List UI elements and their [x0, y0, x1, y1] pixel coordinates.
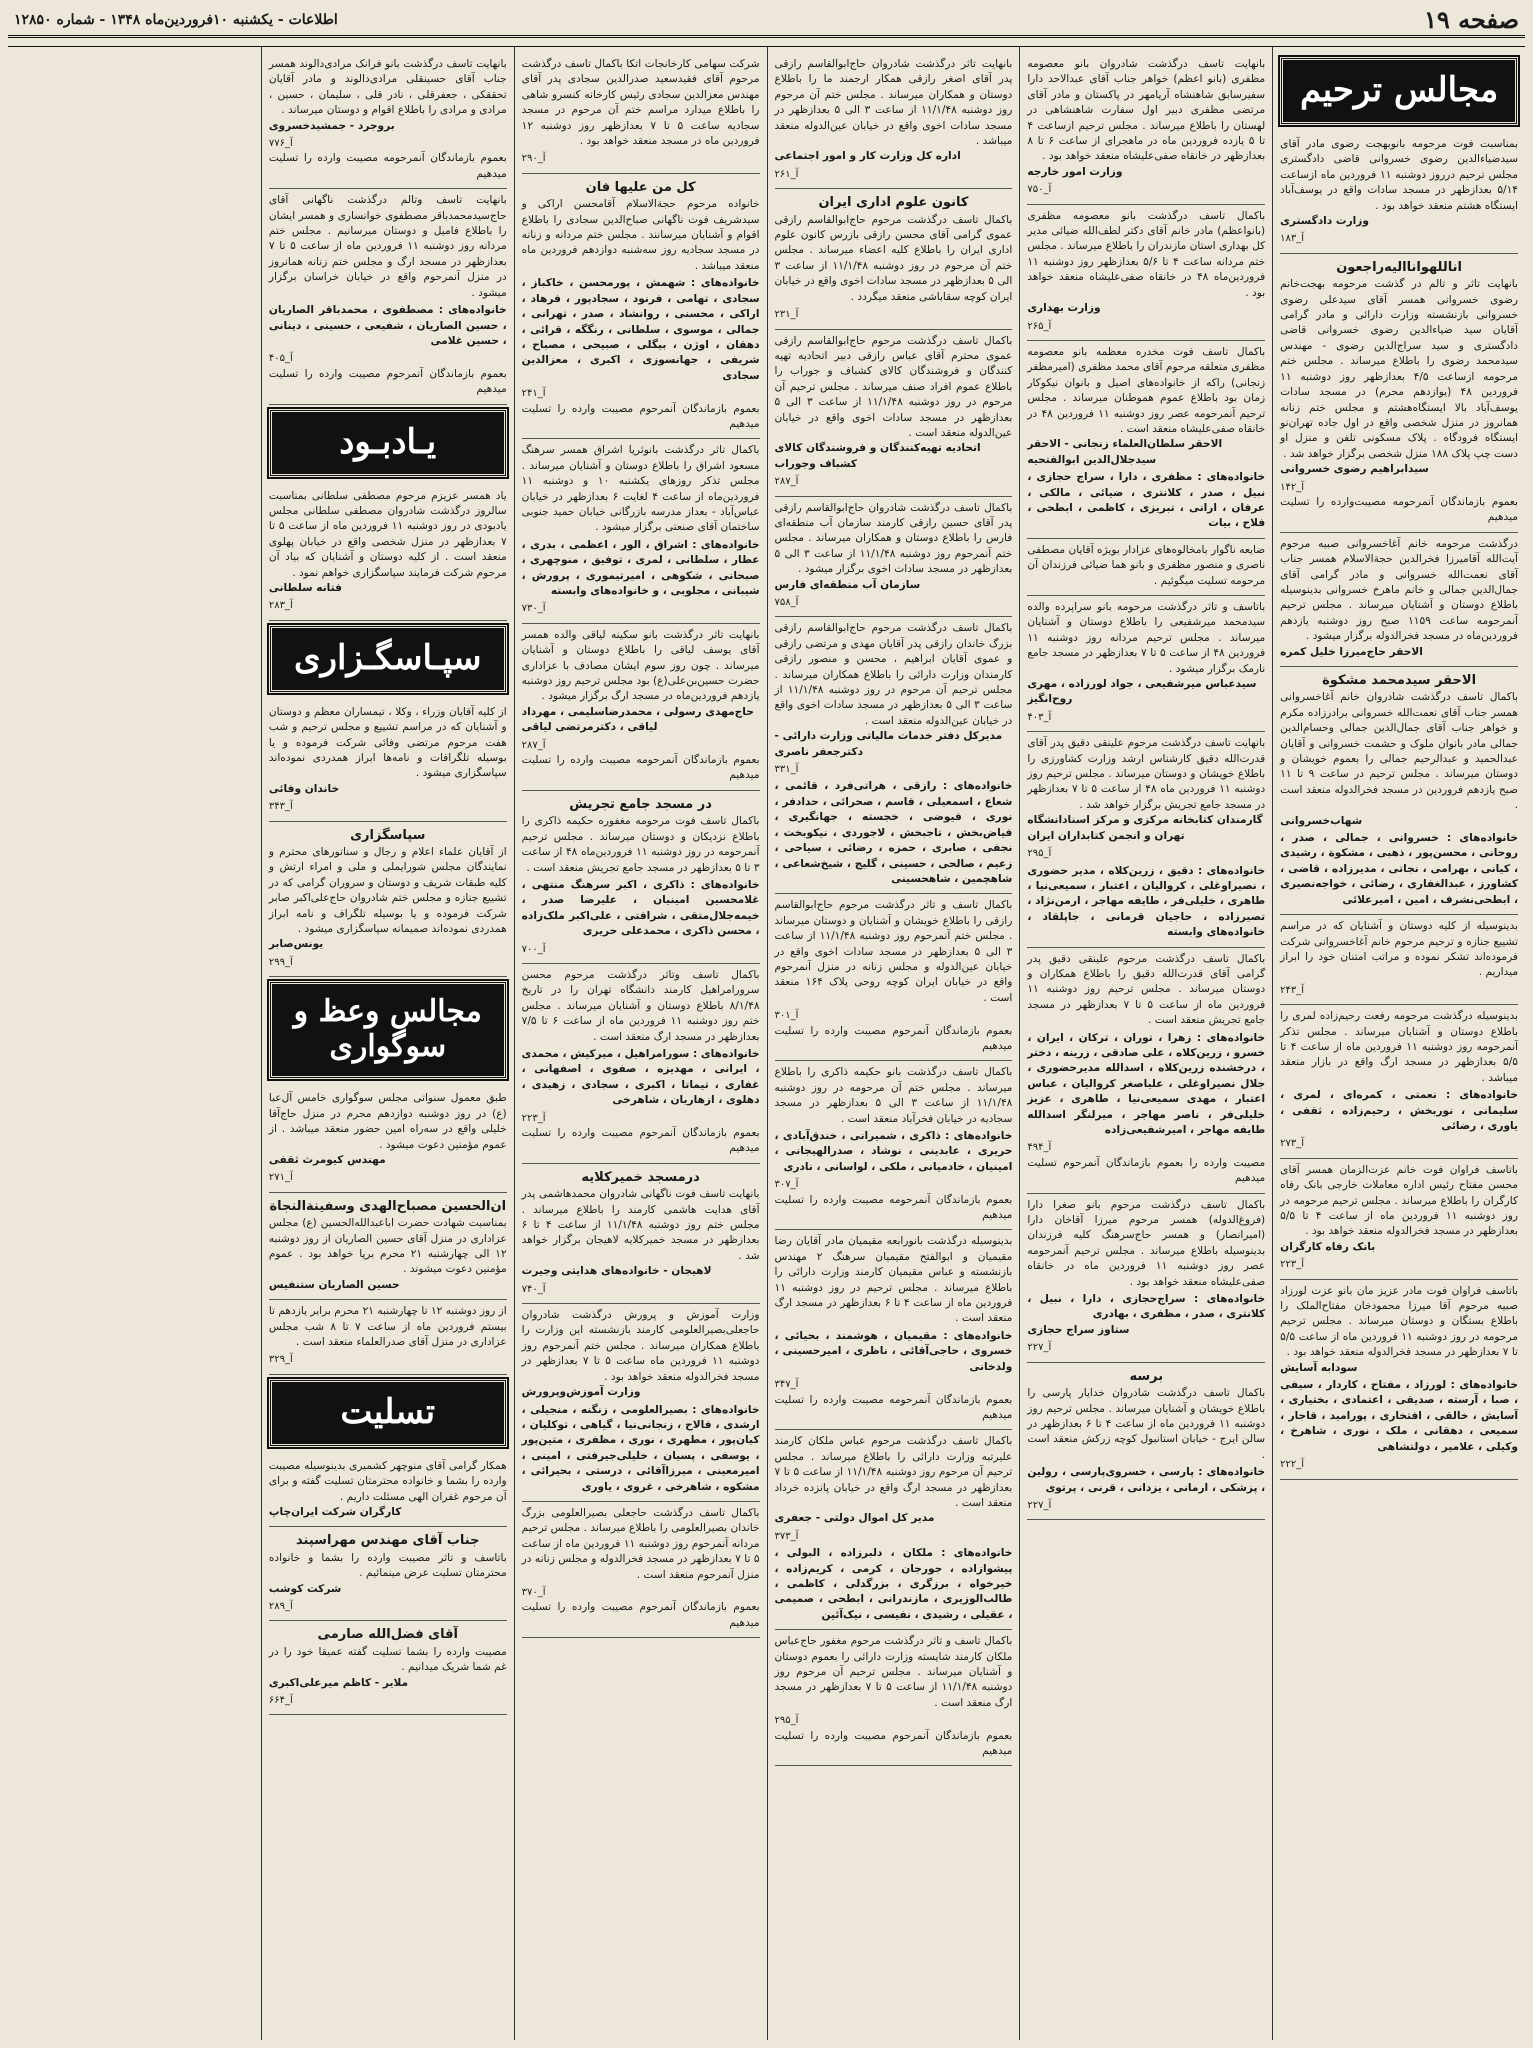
notice	[1280, 667, 1518, 915]
notice-heading: کل من علیها فان	[585, 179, 696, 195]
notice-families: خانواده‌های : پارسی ، خسروی‌پارسی ، رولین ، پزشکی ، ارمانی ، یزدانی ، قرنی ، پرتوی	[1027, 1466, 1266, 1494]
notice-heading: در مسجد جامع تجریش	[569, 796, 712, 812]
issue-info: اطلاعات - یکشنبه ۱۰فروردین‌ماه ۱۳۴۸ - شماره ۱۲۸۵۰	[14, 11, 338, 28]
notice	[775, 894, 1013, 1061]
notice-code: آ_۲۲۲	[1280, 1459, 1305, 1471]
notice-code: آ_۴۰۳	[1027, 711, 1052, 723]
notice	[522, 174, 760, 440]
notice-text: باکمال تاسف درگذشت مرحوم حاج‌ابوالقاسم رازقی عموی گرامی آقای محسن رازقی بازرس کانون علوم اداری ایران را باطلاع کلیه اعضاء میرساند . مجلس ختم آن مرحوم در روز دوشنبه ۱۱/۱/۴۸ از ساعت ۳ الی ۵ بعدازظهر در مسجد سادات اخوی واقع در خیابان ایران کوچه سقاباشی منعقد میگردد .	[774, 213, 1013, 303]
notice-code: آ_۱۴۲	[1280, 481, 1305, 493]
notice-code: آ_۳۰۷	[774, 1179, 799, 1191]
notice-families: خانواده‌های : خسروانی ، جمالی ، صدر ، روحانی ، محسن‌پور ، ذهبی ، مشکوة ، رشیدی ، کیانی ، بهرامی ، نجاتی ، مدیرزاده ، قاضی ، کشاورز ، عبدالغفاری ، رضائی ، خواجه‌نصیری ، ابطحی‌نشرف ، امین ، امیرعلائی	[1280, 832, 1518, 906]
notice	[1027, 539, 1265, 596]
notice-families: خانواده‌های : رازقی ، هراتی‌فرد ، قائمی ، شعاع ، اسمعیلی ، قاسم ، صحرائی ، حدادفر ، نوری ، فیوضی ، خجسته ، جهانگیری ، فیاض‌بخش ، تاجبخش ، لاجوردی ، نیکوبخت ، نجفی ، صابری ، حمزه ، رضائی ، سیاحی ، زعیم ، صالحی ، حسینی ، گلیج ، شیخ‌شعاعی ، شاهچمین ، شاهحسینی	[774, 780, 1013, 885]
notice-heading: درمسجد خمیرکلایه	[581, 1169, 700, 1185]
notice-text: وزارت آموزش و پرورش درگذشت شادروان حاجعلی‌بصیرالعلومی کارمند بازنشسته این وزارت را باطلاع همکاران میرساند . مجلس ختم آنمرحوم روز دوشنبه ۱۱ فروردین ماه ساعت ۵ تا ۷ بعدازظهر در مسجد فخرالدوله منعقد خواهد بود .	[521, 1309, 760, 1383]
notice-heading: ان‌الحسین مصباح‌الهدی وسفینةالنجاة	[269, 1198, 507, 1214]
column-3	[767, 47, 1020, 2040]
notice-signature: حاج‌مهدی رسولی ، محمدرضاسلیمی ، مهرداد لیاقی ، دکترمرتضی لیاقی	[521, 705, 754, 734]
notice-text: بانهایت تاسف درگذشت بانو فرانک مرادی‌دالوند همسر جناب آقای حسینقلی مرادی‌دالوند و مادر آقایان تحققکی ، جعفرقلی ، نادر قلی ، سلیمان ، حسین ، مرادی و مرادی را باطلاع اقوام و دوستان میرساند .	[268, 58, 507, 117]
banner-vaz: مجالس وعظ و سوگواری	[269, 981, 507, 1079]
notice-text: بانهایت تاسف درگذشت مرحوم علینقی دقیق پدر آقای قدرت‌الله دقیق کارشناس ارشد وزارت کشاورزی را باطلاع خویشان و دوستان میرساند . مجلس ترحیم روز دوشنبه ۱۱ فروردین ماه ۴۸ از ساعت ۵ تا ۷ بعدازظهر در مسجد جامع تجریش برگزار خواهد شد .	[1027, 737, 1266, 811]
banner-yadbud: یـادبـود	[269, 409, 507, 477]
notice-signature: بروجرد - جمشیدخسروی	[268, 119, 395, 132]
notice	[1027, 948, 1265, 1194]
notice	[522, 53, 760, 174]
notice-code: آ_۲۸۹	[268, 1601, 293, 1613]
notice	[1027, 1363, 1265, 1521]
notice-code: آ_۳۷۳	[774, 1530, 799, 1542]
notice-note: بعموم بازماندگان آنمرحومه مصیبت وارده را تسلیت میدهیم	[521, 754, 760, 782]
notice-signature: الاحقر حاج‌میرزا خلیل کمره	[1280, 645, 1423, 658]
notice-families: خانواده‌های : اشراق ، الور ، اعظمی ، بدری ، عطار ، سلطانی ، لمری ، توفیق ، منوچهری ، صبحانی ، شکوهی ، امیرتیموری ، پرورش ، شیبانی ، مجلوبی ، و خانواده‌های وابسته	[521, 538, 760, 597]
notice	[269, 485, 507, 621]
notice-text: بدینوسیله درگذشت بانورابعه مقیمیان مادر آقایان رضا مقیمیان و ابوالفتح مقیمیان سرهنگ ۲ مهندس بازنشسته و عباس مقیمیان کارمند وزارت دارائی را باطلاع میرساند . مجلس ترحیم در روز دوشنبه ۱۱ فروردین ماه از ساعت ۴ تا ۶ بعدازظهر در مسجد ارگ منعقد است .	[774, 1235, 1013, 1325]
banner-tarhim: مجالس ترحیم	[1280, 57, 1518, 125]
notice-signature: الاحقر سلطان‌العلماء زنجانی - الاحقر سیدجلال‌الدین ابوالفتحیه	[1027, 438, 1223, 466]
column-6	[8, 47, 261, 2040]
notice-code: آ_۳۲۹	[268, 1354, 293, 1366]
notice	[775, 1061, 1013, 1230]
notice	[1280, 1159, 1518, 1280]
notice-code: آ_۴۹۴	[1027, 1142, 1052, 1154]
notice-note: بعموم بازماندگان آنمرحوم مصیبت وارده را تسلیت میدهیم	[268, 367, 507, 396]
notice-text: خانواده مرحوم حجة‌الاسلام آقامحسن اراکی و سیدشریف فوت ناگهانی صباح‌الدین سجادی را باطلاع اقوام و آشنایان میرسانند . مجلس ختم مردانه و زنانه در مسجد سجادیه روز سه‌شنبه دوازدهم فروردین ماه منعقد میباشد .	[521, 198, 760, 272]
notice	[775, 1230, 1013, 1430]
notice-code: آ_۷۵۰	[1027, 184, 1052, 196]
notice	[269, 1527, 507, 1621]
notice-code: آ_۲۹۹	[268, 956, 293, 968]
notice-code: آ_۲۷۳	[1280, 1138, 1305, 1150]
notice-signature: فتانه سلطانی	[268, 581, 342, 594]
notice-code: آ_۲۲۳	[521, 1112, 546, 1124]
notice	[775, 617, 1013, 894]
notice-note: بعموم بازماندگان آنمرحوم مصیبت وارده را تسلیت میدهیم	[521, 1127, 760, 1155]
notice-signature: مدیر کل اموال دولتی - جعفری	[774, 1512, 935, 1525]
notice	[775, 330, 1013, 497]
notice-code: آ_۱۸۳	[1280, 233, 1305, 245]
notice-note: بعموم بازماندگان آنمرحوم مصیبت وارده را تسلیت میدهیم	[774, 1024, 1013, 1052]
notice-text: بانهایت تاسف فوت ناگهانی شادروان محمدهاشمی پدر آقای هدایت هاشمی کارمند را باطلاع میرساند . مجلس ختم روز دوشنبه ۱۱/۱/۴۸ از ساعت ۴ تا ۶ بعدازظهر در مسجد خمیرکلایه لاهیجان برگزار خواهد شد .	[521, 1188, 760, 1262]
notice	[775, 1430, 1013, 1630]
notice-code: آ_۷۷۶	[268, 138, 293, 150]
notice-text: باکمال تاثر درگذشت بانوثریا اشراق همسر سرهنگ مسعود اشراق را باطلاع دوستان و آشنایان میرساند . مجلس تذکر روزهای یکشنبه ۱۰ و دوشنبه ۱۱ فروردین‌ماه از ساعت ۴ لغایت ۶ بعدازظهر در خیابان عباس‌آباد - بعداز مدرسه بازرگانی خیابان حمید جنوبی ساختمان آقای صنعتی برگزار میشود .	[521, 444, 760, 534]
notice-code: آ_۲۹۵	[774, 1715, 799, 1727]
notice	[269, 189, 507, 404]
notice-signature: یونس‌صابر	[268, 938, 324, 951]
notice-text: باکمال تاسف درگذشت بانو معصومه مظفری (بانواعظم) مادر خانم آقای دکتر لطف‌الله ضیائی مدیر کل بهداری استان مازندران را باطلاع میرساند . مجلس ختم مردانه ساعت ۴ تا ۵/۶ بعدازظهر روز دوشنبه ۱۱ فروردین‌ماه ۴۸ در خانقاه صفی‌علیشاه منعقد خواهد بود .	[1027, 209, 1266, 299]
notice-heading: برسه	[1129, 1368, 1164, 1384]
notice	[269, 1193, 507, 1300]
notice-text: باکمال تاسف و تاثر درگذشت مرحوم مغفور حاج‌عباس ملکان کارمند شایسته وزارت دارائی را بعموم دوستان و آشنایان میرساند . مجلس ترحیم آن مرحوم روز دوشنبه ۱۱/۱/۴۸ از ساعت ۵ تا ۷ بعدازظهر در مسجد ارگ منعقد است .	[774, 1635, 1013, 1709]
notice-families: خانواده‌های : ذاکری ، شمیرانی ، خندق‌آبادی ، حریری ، عابدینی ، نوشاد ، صدرالهیجانی ، امینیان ، خادمیانی ، ملکی ، لواسانی ، نادری	[774, 1130, 1013, 1173]
notice	[1280, 1280, 1518, 1480]
notice	[775, 1630, 1013, 1766]
notice	[269, 1087, 507, 1192]
notice-text: باکمال تاسف درگذشت مرحوم حاج‌ابوالقاسم رازقی عموی محترم آقای عباس رازقی دبیر اتحادیه تهیه کنندگان و فروشندگان کالای کشباف و جوراب را باطلاع عموم افراد صنف میرساند . مجلس ترحیم آن مرحوم در روز دوشنبه ۱۱/۱/۴۸ از ساعت ۳ الی ۵ بعدازظهر در مسجد سادات اخوی واقع در خیابان عین‌الدوله منعقد است .	[774, 334, 1013, 439]
notice-signature: شرکت کوشب	[268, 1582, 342, 1595]
notice-note: بعموم بازماندگان آنمرحوم مصیبت وارده را تسلیت میدهیم	[774, 1729, 1013, 1758]
notice-heading: اناللهوانااليه‌راجعون	[1336, 259, 1462, 275]
notice	[269, 1455, 507, 1528]
notice	[775, 497, 1013, 618]
notice-text: بمناسبت شهادت حضرت اباعبدالله‌الحسین (ع) مجلس عزاداری در منزل آقای حسین الصاریان از روز دوشنبه ۱۲ الی چهارشنبه ۲۱ محرم برپا خواهد بود . عموم مؤمنین دعوت میشوند .	[268, 1217, 507, 1276]
notice-note: بعموم بازماندگان آنمرحومه مصیبت وارده را تسلیت میدهیم	[774, 1393, 1013, 1421]
column-2	[1019, 47, 1272, 2040]
notice-text: بانهایت تاثر درگذشت شادروان حاج‌ابوالقاسم رازقی پدر آقای اصغر رازقی همکار ارجمند ما را باطلاع دوستان و همکاران میرساند . مجلس ختم آن مرحوم روز دوشنبه ۱۱/۱/۴۸ از ساعت ۳ الی ۵ بعدازظهر در مسجد سادات اخوی واقع در خیابان عین‌الدوله منعقد میباشد .	[774, 58, 1013, 148]
notice	[1280, 915, 1518, 1005]
column-1	[1272, 47, 1525, 2040]
notice-families: خانواده‌های : نعمتی ، کمره‌ای ، لمری ، سلیمانی ، نوربخش ، رحیم‌زاده ، ثقفی ، یاوری ، رضائی	[1280, 1089, 1518, 1132]
notice-text: باکمال تاسف درگذشت مرحوم حاج‌ابوالقاسم رازقی بزرگ خاندان رازقی پدر آقایان مهدی و مرتضی رازقی و عموی آقایان ابراهیم ، محسن و منصور رازقی کارمندان وزارت دارائی را باطلاع همکاران میرساند . مجلس ترحیم آن مرحوم در روز دوشنبه ۱۱/۱/۴۸ از ساعت ۳ الی ۵ بعدازظهر در مسجد سادات اخوی واقع در خیابان عین‌الدوله منعقد است .	[774, 622, 1013, 727]
notice	[1027, 596, 1265, 732]
notice-families: خانواده‌های : شهمش ، پورمحسن ، خاکباز ، سجادی ، تهامی ، فرنود ، سجادپور ، فرهاد ، اراکی ، محسنی ، روانشاد ، صدر ، تهرانی ، جمالی ، موسوی ، سلطانی ، رنگگه ، قرائی ، دهقان ، اوژن ، بیگلی ، صبیحی ، مصباح ، شریفی ، جهانسوزی ، اکبری ، معزالدین سجادی	[521, 277, 760, 382]
notice	[522, 791, 760, 964]
notice	[775, 189, 1013, 329]
notice	[1280, 254, 1518, 533]
notice-signature: بانک رفاه کارگران	[1280, 1240, 1376, 1253]
notice-signature: مهندس کیومرث ثقفی	[268, 1153, 386, 1166]
notice-families: خانواده‌های : لورزاد ، مفتاح ، کاردار ، سیفی ، صبا ، آرسته ، صدیقی ، اعتمادی ، بختیاری ، آسایش ، خالقی ، افتخاری ، پورامید ، قاجار ، سمیعی ، دهقانی ، ملک ، نوری ، شاهرخ ، وکیلی ، علامیر ، دولتشاهی	[1280, 1379, 1518, 1453]
notice-code: آ_۷۳۰	[521, 603, 546, 615]
notice-text: باکمال تاسف درگذشت شادروان حاج‌ابوالقاسم رازقی پدر آقای حسین رازقی کارمند سازمان آب منطقه‌ای فارس را باطلاع دوستان و همکاران میرساند . مجلس ختم آنمرحوم روز دوشنبه ۱۱/۱/۴۸ از ساعت ۳ الی ۵ بعدازظهر در مسجد سادات اخوی برگزار میشود .	[774, 501, 1013, 576]
notice-families: خانواده‌های : سراج‌حجازی ، دارا ، نبیل ، کلانتری ، صدر ، مظفری ، بهادری	[1027, 1293, 1266, 1321]
notice-text: باکمال تاسف درگذشت مرحوم علینقی دقیق پدر گرامی آقای قدرت‌الله دقیق را باطلاع همکاران و دوستان میرساند . مجلس ترحیم روز دوشنبه ۱۱ فروردین ماه از ساعت ۵ تا ۷ بعدازظهر در مسجد جامع تجریش منعقد است .	[1027, 952, 1266, 1027]
notice-families: خانواده‌های : سورامراهیل ، میرکیش ، محمدی ، ایرانی ، مهدیزه ، صفوی ، اصفهانی ، غفاری ، تیماتا ، اکبری ، سجادی ، زهیدی ، دهلوی ، ازهاریان ، شاهرخی	[521, 1047, 760, 1107]
notice-code: آ_۳۴۳	[268, 801, 293, 813]
notice	[522, 624, 760, 791]
notice-note: بعموم بازماندگان آنمرحومه مصیبت وارده را تسلیت میدهیم	[268, 152, 507, 180]
notice-text: همکار گرامی آقای منوچهر کشمیری بدینوسیله مصیبت وارده را بشما و خانواده محترمتان تسلیت گفته و برای آن مرحوم غفران الهی مسئلت داریم .	[268, 1459, 507, 1503]
notice	[269, 1621, 507, 1715]
notice-code: آ_۲۸۷	[521, 739, 546, 751]
notice	[269, 701, 507, 822]
notice	[269, 1300, 507, 1375]
notice-code: آ_۲۹۵	[1027, 848, 1052, 860]
notice-families: خانواده‌های : بصیرالعلومی ، زنگنه ، منجیلی ، ارشدی ، فالاح ، زنجانی‌نیا ، گیاهی ، توکلیان ، کیان‌پور ، مطهری ، نوری ، مظفری ، متین‌پور ، یوسفی ، پسیان ، خلیلی‌جیرفتی ، امینی ، امیرمعینی ، میرزاآقائی ، درستی ، بحیرائی ، مشکوه ، شاهرخی ، غروی ، یاوری	[521, 1403, 760, 1493]
notice-note: مصیبت وارده را بعموم بازماندگان آنمرحوم تسلیت میدهیم	[1027, 1156, 1266, 1185]
notice-text: شرکت سهامی کارخانجات اتکا باکمال تاسف درگذشت مرحوم آقای فقیدسعید صدرالدین سجادی پدر آقای مهندس معزالدین سجادی رئیس کارخانه کنسرو شاهی را باطلاع میدارد مراسم ختم آن مرحوم در مسجد سجادیه ساعت ۵ تا ۷ بعدازظهر روز دوشنبه ۱۲ فروردین ماه در مسجد منعقد خواهد بود .	[521, 58, 760, 148]
notice-signature: شهاب‌خسروانی	[1280, 814, 1363, 827]
notice-code: آ_۶۶۴	[268, 1695, 293, 1707]
notice	[522, 964, 760, 1164]
notice-code: آ_۲۷۱	[268, 1172, 293, 1184]
notice	[1027, 1194, 1265, 1363]
columns	[8, 46, 1525, 2040]
notice-text: بانهایت تاسف وتالم درگذشت ناگهانی آقای حاج‌سیدمحمدباقر مصطفوی خوانساری و همسر ایشان را باطلاع فامیل و دوستان میرسانیم . مجلس ختم مردانه روز دوشنبه ۱۱ فروردین ماه از ساعت ۵ تا ۷ بعدازظهر در مسجد ارگ و مجلس ختم زنانه همانروز در منزل آنمرحوم واقع در خیابان خراسان برگزار میشود .	[268, 194, 507, 299]
notice-text: باکمال تاسف درگذشت شادروان خانم آغاخسروانی همسر جناب آقای نعمت‌الله خسروانی برادرزاده مکرم و خواهر جناب آقای جمال‌الدین جمالی وحسام‌الدین جمالی مادر بانوان ملوک و حشمت خسروانی و آقایان عبدالحمید و عبدالرحیم جمالی را بعموم خویشان و دوستان میرساند . مجلس ترحیم در ساعت ۹ تا ۱۱ صبح یازدهم فروردین در مسجد فخرالدوله منعقد است .	[1280, 691, 1518, 812]
banner-sepasgozari: سپـاسگـزاری	[269, 625, 507, 693]
notice-signature: وزارت دادگستری	[1280, 215, 1369, 228]
notice-text: باکمال تاسف درگذشت بانو حکیمه ذاکری را باطلاع میرساند . مجلس ختم آن مرحومه در روز دوشنبه ۱۱/۱/۴۸ از ساعت ۳ الی ۵ بعدازظهر در مسجد سجادیه در خیابان فخرآباد منعقد است .	[774, 1066, 1013, 1125]
notice-families: خانواده‌های : زهرا ، توران ، ترکان ، ایران ، خسرو ، زرین‌کلاه ، علی صادقی ، زرینه ، دختر ، درخشنده زرین‌کلاه ، اسدالله مدیرحضوری ، جلال نصیراوغلی ، علیاصغر کروالیان ، عباس اعتبار ، مهدی سمیعی‌نیا ، طاهری ، عزیز خلیلی‌فر ، ناصر مهاجر ، میرلنگر اسدالله طایفه مهاجر ، امیرشفیعی‌زاده	[1027, 1031, 1266, 1136]
notice-families: خانواده‌های : مصطفوی ، محمدباقر الصاریان ، حسین الصاریان ، شفیعی ، حسینی ، دینانی ، حسین غلامی	[268, 304, 507, 347]
notice-text: مصیبت وارده را بشما تسلیت گفته عمیقا خود را در غم شما شریک میدانیم .	[268, 1645, 507, 1674]
notice	[522, 1164, 760, 1304]
notice-text: باتاسف و تاثر درگذشت مرحومه بانو سراپرده والده سیدمحمد میرشفیعی را باطلاع دوستان و آشنایان میرساند . مجلس ترحیم مردانه روز دوشنبه ۱۱ فروردین ۴۸ از ساعت ۵ تا ۷ بعدازظهر در مسجد جامع نارمک برگزار میشود .	[1027, 601, 1266, 675]
notice-text: درگذشت مرحومه خانم آغاخسروانی صبیه مرحوم آیت‌الله آقامیرزا فخرالدین حجة‌الاسلام همسر جناب آقای نعمت‌الله خسروانی و مادر گرامی آقای جمال‌الدین جمالی و خانم ماهرخ خسروانی بدینوسیله باطلاع دوستان و آشنایان میرساند . مجلس ترحیم آنمرحومه ساعت ۱۱۵۹ صبح روز دوشنبه یازدهم فروردین‌ماه در مسجد فخرالدوله برگزار میشود .	[1280, 537, 1518, 643]
notice-code: آ_۷۰۰	[521, 943, 546, 955]
notice-signature: مدیرکل دفتر خدمات مالیاتی وزارت دارائی - دکترجعفر ناصری	[774, 730, 1003, 758]
notice-text: باکمال تاسف درگذشت مرحوم بانو صغرا دارا (فروغ‌الدوله) همسر مرحوم میرزا آقاخان دارا (امیرانصار) و همسر حاج‌سرهنگ کلیه فرزندان بدینوسیله باطلاع میرساند . مجلس ترحیم آنمرحومه عصر روز دوشنبه ۱۱ فروردین ماه در خانقاه صفی‌علیشاه منعقد خواهد بود .	[1027, 1198, 1266, 1288]
page-number: صفحه ۱۹	[1423, 5, 1519, 34]
notice-code: آ_۲۲۷	[1027, 1499, 1052, 1511]
page-header	[8, 4, 1525, 38]
notice-signature: کارگران شرکت ایران‌چاپ	[268, 1506, 402, 1518]
notice	[1280, 133, 1518, 254]
notice-signature: خاندان وفائی	[268, 782, 340, 795]
notice-code: آ_۲۲۷	[1027, 1342, 1052, 1354]
notice-code: آ_۷۵۸	[774, 597, 799, 608]
notice	[1280, 1005, 1518, 1159]
notice	[1027, 205, 1265, 341]
notice-text: باکمال تاسف و تاثر درگذشت مرحوم حاج‌ابوالقاسم رازقی را باطلاع خویشان و آشنایان و دوستان میرساند . مجلس ختم آنمرحوم روز دوشنبه ۱۱/۱/۴۸ از ساعت ۳ الی ۵ بعدازظهر در مسجد سادات اخوی واقع در خیابان عین‌الدوله و مجلس زنانه در منزل آنمرحوم واقع در خیابان ایران کوچه روحی پلاک ۱۶۴ منعقد است .	[774, 899, 1013, 1004]
column-4	[514, 47, 767, 2040]
notice-code: آ_۲۲۳	[1280, 1259, 1305, 1271]
notice-families: خانواده‌های : مظفری ، دارا ، سراج حجازی ، نبیل ، صدر ، کلانتری ، ضیائی ، مالکی ، عرفان ، ارانی ، تبریزی ، کاظمی ، ابطحی ، فلاح ، بیات	[1027, 471, 1266, 530]
notice-code: آ_۳۴۷	[774, 1379, 799, 1391]
notice-text: یاد همسر عزیزم مرحوم مصطفی سلطانی بمناسبت سالروز درگذشت شادروان مصطفی سلطانی مجلس یادبودی در روز دوشنبه ۱۱ فروردین ماه از ساعت ۵ تا ۷ بعدازظهر در منزل شخصی واقع در خیابان پهلوی منعقد است . از کلیه دوستان و آشنایان که بیاد آن مرحوم شرکت فرمایند سپاسگزاری خواهم نمود .	[268, 489, 507, 579]
notice-families: خانواده‌های : ذاکری ، اکبر سرهنگ منتهی ، غلامحسین امینیان ، علیرضا صدر ، خیمه‌جلال‌متقی ، شرافتی ، علی‌اکبر ملک‌زاده ، محسن ذاکری ، محمدعلی حریری	[521, 878, 760, 938]
notice-text: طبق معمول سنواتی مجلس سوگواری خامس آل‌عبا (ع) در روز دوشنبه دوازدهم محرم در منزل حاج‌آقا خلیلی واقع در سه‌راه امین حضور منعقد میباشد . از عموم مؤمنین دعوت میشود .	[268, 1092, 507, 1151]
notice-code: آ_۲۳۱	[774, 309, 799, 321]
notice-text: بدینوسیله درگذشت مرحومه رفعت رحیم‌زاده لمری را باطلاع دوستان و آشنایان میرساند . مجلس تذکر آنمرحومه روز دوشنبه ۱۱ فروردین ماه از ساعت ۴ تا ۵/۵ بعدازظهر در مسجد ارگ واقع در بازار منعقد میباشد .	[1280, 1010, 1518, 1084]
notice-code: آ_۴۰۵	[268, 353, 293, 365]
notice-signature: سودابه آسایش	[1280, 1361, 1358, 1374]
notice-signature: ستاوز سراج حجازی	[1027, 1323, 1130, 1336]
notice	[522, 1502, 760, 1638]
notice-note: بعموم بازماندگان آنمرحومه مصیبت وارده را تسلیت میدهیم	[774, 1193, 1013, 1222]
notice-signature: وزارت امور خارجه	[1027, 165, 1123, 178]
notice	[775, 53, 1013, 189]
notice-note: بعموم بازماندگان آنمرحومه مصیبت‌وارده را تسلیت میدهیم	[1280, 495, 1518, 524]
notice-signature: سیدابراهیم رضوی خسروانی	[1280, 463, 1429, 476]
notice-heading: سپاسگزاری	[350, 827, 426, 843]
notice-signature: اتحادیه تهیه‌کنندگان و فروشندگان کالای کشباف وجوراب	[774, 442, 981, 470]
notice-code: آ_۳۳۱	[774, 764, 799, 776]
notice-families: خانواده‌های : ملکان ، دلبرزاده ، البولی ، پیشوازاده ، جورجان ، کرمی ، کریم‌زاده ، خیرخواه ، برزگری ، بزرگدلی ، کاظمی ، طالب‌الوزیری ، مازندرانی ، ابطحی ، صمیمی ، عقیلی ، رشیدی ، نفیسی ، نیک‌آئین	[774, 1547, 1013, 1621]
column-5	[261, 47, 514, 2040]
notice-text: از کلیه آقایان وزراء ، وکلا ، تیمساران معظم و دوستان و آشنایان که در مراسم تشییع و مجلس ترحیم و شب هفت مرحوم مرتضی وفائی شرکت فرموده و یا بوسیله تلگرافات و نامه‌ها ابراز همدردی نموده‌اند سپاسگزاری میشود .	[268, 705, 507, 780]
notice-signature: سیدعباس میرشفیعی ، جواد لورزاده ، مهری روح‌انگیز	[1027, 678, 1257, 706]
notice	[522, 1304, 760, 1502]
notice-text: بانهایت تاثر و تالم در گذشت مرحومه بهجت‌خانم رضوی خسروانی همسر آقای سیدعلی رضوی خسروانی بازنشسته وزارت دارائی و مادر گرامی آقایان سید ضیاءالدین رضوی خسروانی قاضی دادگستری و سید سراج‌الدین رضوی - مهندس سیدمحمد رضوی را باطلاع میرساند . مجلس ختم مرحومه ازساعت ۴/۵ بعدازظهر روز دوشنبه ۱۱ فروردین ۴۸ (یوازدهم محرم) در مسجد سادات یوسف‌آباد بالا ایستگاه‌هشتم و مجلس ختم زنانه همانروز در منزل شخصی واقع در اول جاده تهران‌نو ایستگاه فرودگاه . پلاک مسکونی تلفن و منزل او دست چپ پلاک ۱۸۸ منزل شخصی برگزار خواهد شد .	[1280, 278, 1519, 460]
notice-code: آ_۲۴۳	[1280, 984, 1305, 996]
notice-signature: اداره کل وزارت کار و امور اجتماعی	[774, 150, 961, 163]
notice-signature: سازمان آب منطقه‌ای فارس	[774, 578, 921, 591]
notice-text: بانهایت تاسف درگذشت شادروان بانو معصومه مظفری (بانو اعظم) خواهر جناب آقای عبدالاحد دارا سفیرسابق شاهنشاه آریامهر در پاکستان و مادر آقای مرتضی مظفری دبیر اول سفارت شاهنشاهی در لهستان را باطلاع میرساند . مجلس ترحیم ازساعت ۴ تا ۵ یازده فروردین ماه در ماهجرای از ساعت ۶ تا ۸ بعدازظهر در خانقاه صفی‌علیشاه منعقد خواهد بود .	[1027, 58, 1266, 163]
notice-text: باکمال تاسف فوت مخدره معظمه بانو معصومه مظفری متعلقه مرحوم آقای محمد مظفری (امیرمظفر زنجانی) راکه از خانواده‌های اصیل و بانوان نیکوکار زمان بود باطلاع عموم هموطنان میرساند . مجلس ترحیم آنمرحومه عصر روز دوشنبه ۱۱ فروردین ۴۸ در خانقاه صفی‌علیشاه منعقد است .	[1027, 345, 1266, 435]
notice-code: آ_۲۸۷	[774, 476, 799, 488]
notice-note: بعموم بازماندگان آنمرحوم مصیبت وارده را تسلیت میدهیم	[521, 1601, 760, 1629]
notice-code: آ_۲۸۳	[268, 600, 293, 612]
notice-signature: لاهیجان - خانواده‌های هدایتی وجیرت	[521, 1265, 712, 1278]
notice-signature: وزارت بهداری	[1027, 302, 1101, 315]
notice-text: باتاسف و تاثر مصیبت وارده را بشما و خانواده محترمتان تسلیت عرض مینمائیم .	[268, 1551, 507, 1580]
notice-text: باتاسف فراوان فوت خانم عزت‌الزمان همسر آقای محسن مفتاح رئیس اداره معاملات خارجی بانک رفاه کارگران را باطلاع میرساند . مجلس ترحیم مرحومه در روز دوشنبه ۱۱ فروردین ماه از ساعت ۴ تا ۵/۵ بعدازظهر در مسجد فخرالدوله منعقد خواهد بود .	[1280, 1163, 1518, 1238]
notice-heading: جناب آقای مهندس مهراسپند	[296, 1533, 480, 1549]
notice-text: باکمال تاسف فوت مرحومه مغفوره حکیمه ذاکری را باطلاع نزدیکان و دوستان میرساند . مجلس ترحیم آنمرحومه در روز دوشنبه ۱۱ فروردین‌ماه ۴۸ از ساعت ۳ تا ۵ بعدازظهر در مسجد جامع تجریش منعقد است .	[521, 815, 760, 874]
notice-code: آ_۲۹۰	[521, 153, 546, 165]
notice-code: آ_۲۶۵	[1027, 320, 1052, 332]
notice-text: باکمال تاسف درگذشت شادروان خدایار پارسی را باطلاع خویشان و آشنایان میرساند . مجلس ترحیم روز دوشنبه ۱۱ فروردین ماه از ساعت ۴ تا ۶ بعدازظهر در سالن ایرج - خیابان استانبول کوچه زرکش منعقد است .	[1027, 1387, 1266, 1461]
notice-text: باکمال تاسف وتاثر درگذشت مرحوم محسن سرورامراهیل کارمند دانشگاه تهران را در تاریخ ۸/۱/۴۸ باطلاع دوستان و آشنایان میرساند . مجلس ختم روز دوشنبه ۱۱ فروردین ماه از ساعت ۶ تا ۷/۵ بعدازظهر در مسجد ارگ منعقد است .	[521, 968, 760, 1043]
notice-code: آ_۲۴۱	[521, 388, 546, 400]
notice	[269, 53, 507, 189]
notice	[269, 822, 507, 978]
banner-taslit: تسلیت	[269, 1379, 507, 1447]
notice-code: آ_۲۶۱	[774, 168, 799, 180]
notice-text: بدینوسیله از کلیه دوستان و آشنایان که در مراسم تشییع جنازه و ترحیم مرحوم خانم آغاخسروانی شرکت فرموده‌اند تشکر نموده و مراتب امتنان خود را ابراز میداریم .	[1280, 920, 1518, 979]
notice-text: باتاسف فراوان فوت مادر عزیز مان بانو عزت لورزاد صبیه مرحوم آقا میرزا محمودخان مفتاح‌الملک را باطلاع بستگان و دوستان میرساند . مجلس ترحیم مرحومه در روز دوشنبه ۱۱ فروردین ماه از ساعت ۵/۵ تا ۷ بعدازظهر در مسجد فخرالدوله منعقد خواهد بود .	[1280, 1284, 1518, 1359]
notice	[1027, 53, 1265, 205]
notice-heading: الاحقر سیدمحمد مشکوة	[1322, 673, 1477, 688]
notice-families: خانواده‌های : دقیق ، زرین‌کلاه ، مدیر حضوری ، نصیراوغلی ، کروالیان ، اعتبار ، سمیعی‌نیا ، طاهری ، خلیلی‌فر ، طایفه مهاجر ، ارمن‌نژاد ، تصیرزاده ، حاجیان قرمانی ، جاپلقاد ، خانواده‌های وابسته	[1027, 864, 1266, 939]
notice	[1027, 341, 1265, 539]
notice-heading: کانون علوم اداری ایران	[818, 195, 969, 211]
notice-signature: گارمندان کتابخانه مرکزی و مرکز اسنادانشگاه تهران و انجمن کتابداران ایران	[1027, 814, 1263, 842]
notice-text: باکمال تاسف درگذشت حاجعلی بصیرالعلومی بزرگ خاندان بصیرالعلومی را باطلاع میرساند . مجلس ترحیم مردانه آنمرحوم روز دوشنبه ۱۱ فروردین ماه از ساعت ۵ تا ۷ بعدازظهر در مسجد فخرالدوله و مجلس زنانه در منزل آنمرحوم منعقد است .	[521, 1506, 760, 1581]
notice-text: باکمال تاسف درگذشت مرحوم عباس ملکان کارمند علیرتبه وزارت دارائی را باطلاع میرساند . مجلس ترحیم آن مرحوم روز دوشنبه ۱۱/۱/۴۸ از ساعت ۵ تا ۷ بعدازظهر در مسجد ارگ واقع در خیابان پانزده خرداد منعقد است .	[774, 1435, 1013, 1509]
notice-text: از آقایان علماء اعلام و رجال و سناتورهای محترم و نمایندگان مجلس شورایملی و ملی و امراء ارتش و کلیه طبقات شریف و دوستان و سروران گرامی که در تشییع جنازه و مجلس ختم شادروان حاج‌علی‌اکبر صابر شرکت فرموده و یا بوسیله تلگراف و نامه ابراز همدردی نموده‌اند صمیمانه سپاسگزاری میشود .	[268, 846, 507, 936]
notice-families: خانواده‌های : مقیمیان ، هوشمند ، بحیائی ، خسروی ، حاجی‌آقائی ، ناظری ، امیرحسینی ، ولدخانی	[774, 1329, 1013, 1373]
notice-heading: آقای فضل‌الله صارمی	[317, 1627, 458, 1643]
notice-text: بانهایت تاثر درگذشت بانو سکینه لیاقی والده همسر آقای یوسف لیاقی را باطلاع دوستان و آشنایان میرساند . چون روز سوم ایشان مصادف با عزاداری حضرت حسین‌بن‌علی(ع) بود مجلس ترحیم روز دوشنبه یازدهم فروردین‌ماه در مسجد ارگ برگزار میشود .	[521, 628, 760, 703]
notice-code: آ_۷۴۰	[521, 1283, 546, 1295]
notice-code: آ_۳۷۰	[521, 1586, 546, 1598]
notice-text: از روز دوشنبه ۱۲ تا چهارشنبه ۲۱ محرم برابر یازدهم تا بیستم فروردین ماه از ساعت ۷ تا ۸ شب مجلس عزاداری در منزل آقای صدرالعلماء منعقد است .	[268, 1305, 507, 1348]
notice-text: ضایعه ناگوار بامخالوه‌های عزادار بویژه آقایان مصطفی ناصری و منصور مظفری و بانو هما ضیائی فرزندان آن مرحومه تسلیت میگوئیم .	[1027, 543, 1266, 587]
notice-code: آ_۳۰۱	[774, 1010, 799, 1022]
notice-text: بمناسبت فوت مرحومه بانوبهجت رضوی مادر آقای سیدضیاءالدین رضوی خسروانی قاضی دادگستری مجلس ترحیم درروز دوشنبه ۱۱ فروردین ماه ازساعت ۵/۱۴ بعدازظهر در مسجد سادات واقع در یوسف‌آباد ایستگاه هشتم منعقد خواهد بود .	[1280, 138, 1518, 212]
notice-signature: حسین الصاریان ستنفیس	[268, 1278, 400, 1291]
notice	[522, 439, 760, 623]
notice-signature: ملایر - کاظم میرعلی‌اکبری	[268, 1676, 409, 1689]
notice-note: بعموم بازماندگان آنمرحوم مصیبت وارده را تسلیت میدهیم	[521, 402, 760, 430]
notice-signature: وزارت آموزش‌وپرورش	[521, 1386, 641, 1399]
notice	[1027, 732, 1265, 947]
notice	[1280, 533, 1518, 667]
